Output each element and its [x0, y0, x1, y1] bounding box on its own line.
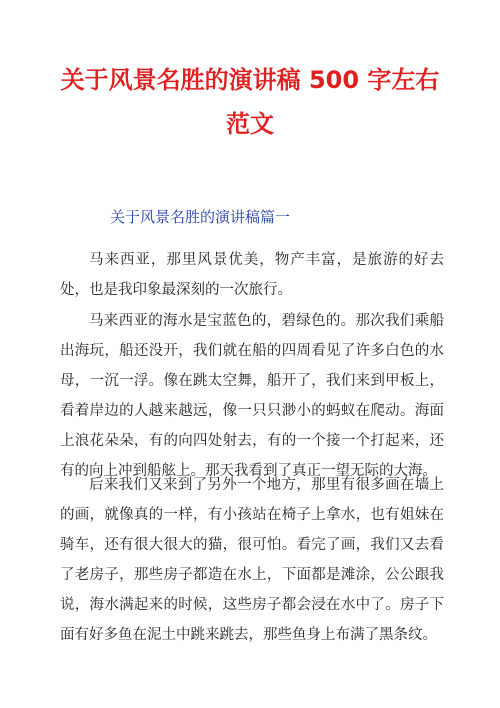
paragraph-2: 马来西亚的海水是宝蓝色的，碧绿色的。那次我们乘船出海玩，船还没开，我们就在船的四周看见了许多白色的水母，一沉一浮。像在跳太空舞，船开了，我们来到甲板上，看着岸边的人越来越远，像一只只渺小的蚂蚁在爬动。海面上浪花朵朵，有的向四处射去，有的一个接一个打起来，还有的向上冲到船舷上。那天我看到了真正一望无际的大海。: [60, 313, 444, 479]
section-heading: 关于风景名胜的演讲稿篇一: [110, 208, 291, 226]
document-title-line-2: 范文: [226, 110, 274, 138]
document-title-line-1: 关于风景名胜的演讲稿 500 字左右: [60, 66, 440, 94]
paragraph-1: 马来西亚，那里风景优美，物产丰富，是旅游的好去处，也是我印象最深刻的一次旅行。: [60, 252, 444, 298]
paragraph-3: 后来我们又来到了另外一个地方，那里有很多画在墙上的画，就像真的一样，有小孩站在椅子上拿水，也有姐妹在骑车，还有很大很大的猫，很可怕。看完了画，我们又去看了老房子，那些房子都造在水上，下面都是滩涂，公公跟我说，海水满起来的时候，这些房子都会浸在水中了。房子下面有好多鱼在泥土中跳来跳去，那些鱼身上布满了黑条纹。: [60, 477, 444, 643]
